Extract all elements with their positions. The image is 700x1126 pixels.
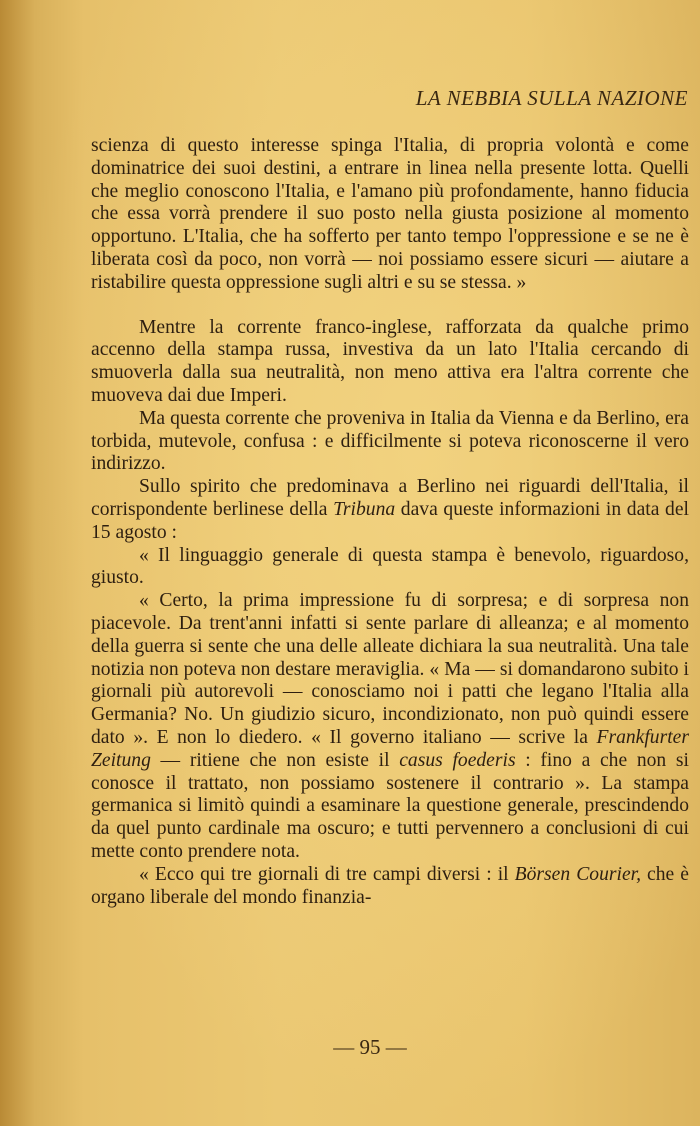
paragraph: « Il linguaggio generale di questa stampa è benevolo, riguardoso, giusto.: [91, 544, 689, 589]
page-number: — 95 —: [333, 1035, 407, 1059]
newspaper-title: Frankfurter Zeitung: [91, 726, 689, 771]
body-text: [91, 135, 689, 909]
paragraph: « Ecco qui tre giornali di tre campi diversi : il Börsen Courier, che è organo liberale del mondo finanzia-: [91, 863, 689, 908]
newspaper-title: Tribuna: [333, 498, 396, 520]
paragraph: « Certo, la prima impressione fu di sorpresa; e di sorpresa non piacevole. Da trent'anni infatti si sente parlare di alleanza; e al momento della guerra si sente che una delle alleate dichiara la sua neutralità. Una tale notizia non poteva non destare meraviglia. « Ma — si domandarono subito i giornali più autorevoli — conosciamo noi i patti che legano l'Italia alla Germania? No. Un giudizio sicuro, incondizionato, non può quindi essere dato ». E non lo diedero. « Il governo italiano — scrive la Frankfurter Zeitung — ritiene che non esiste il casus foederis : fino a che non si conosce il trattato, non possiamo sostenere il contrario ». La stampa germanica si limitò quindi a esaminare la questione generale, prescindendo da quel punto cardinale ma oscuro; e tutti pervennero a conclusioni di cui mette conto prendere nota.: [91, 590, 689, 862]
paragraph: Sullo spirito che predominava a Berlino nei riguardi dell'Italia, il corrispondente berlinese della Tribuna dava queste informazioni in data del 15 agosto :: [91, 476, 689, 543]
latin-term: casus foederis: [399, 749, 516, 771]
paragraph: Mentre la corrente franco-inglese, rafforzata da qualche primo accenno della stampa russa, investiva da un lato l'Italia cercando di smuoverla dalla sua neutralità, non meno attiva era l'altra corrente che muoveva dai due Imperi.: [91, 316, 689, 406]
newspaper-title: Börsen Courier,: [514, 863, 641, 885]
paragraph: Ma questa corrente che proveniva in Italia da Vienna e da Berlino, era torbida, mutevole, confusa : e difficilmente si poteva riconoscerne il vero indirizzo.: [91, 407, 689, 475]
paragraph: scienza di questo interesse spinga l'Italia, di propria volontà e come dominatrice dei suoi destini, a entrare in linea nella presente lotta. Quelli che meglio conoscono l'Italia, e l'amano più profondamente, hanno fiducia che essa vorrà prendere il suo posto nella giusta posizione al momento opportuno. L'Italia, che ha sofferto per tanto tempo l'oppressione e se ne è liberata così da poco, non vorrà — noi possiamo essere sicuri — aiutare a ristabilire questa oppressione sugli altri e su se stessa. »: [91, 135, 689, 293]
running-head: LA NEBBIA SULLA NAZIONE: [415, 86, 688, 110]
